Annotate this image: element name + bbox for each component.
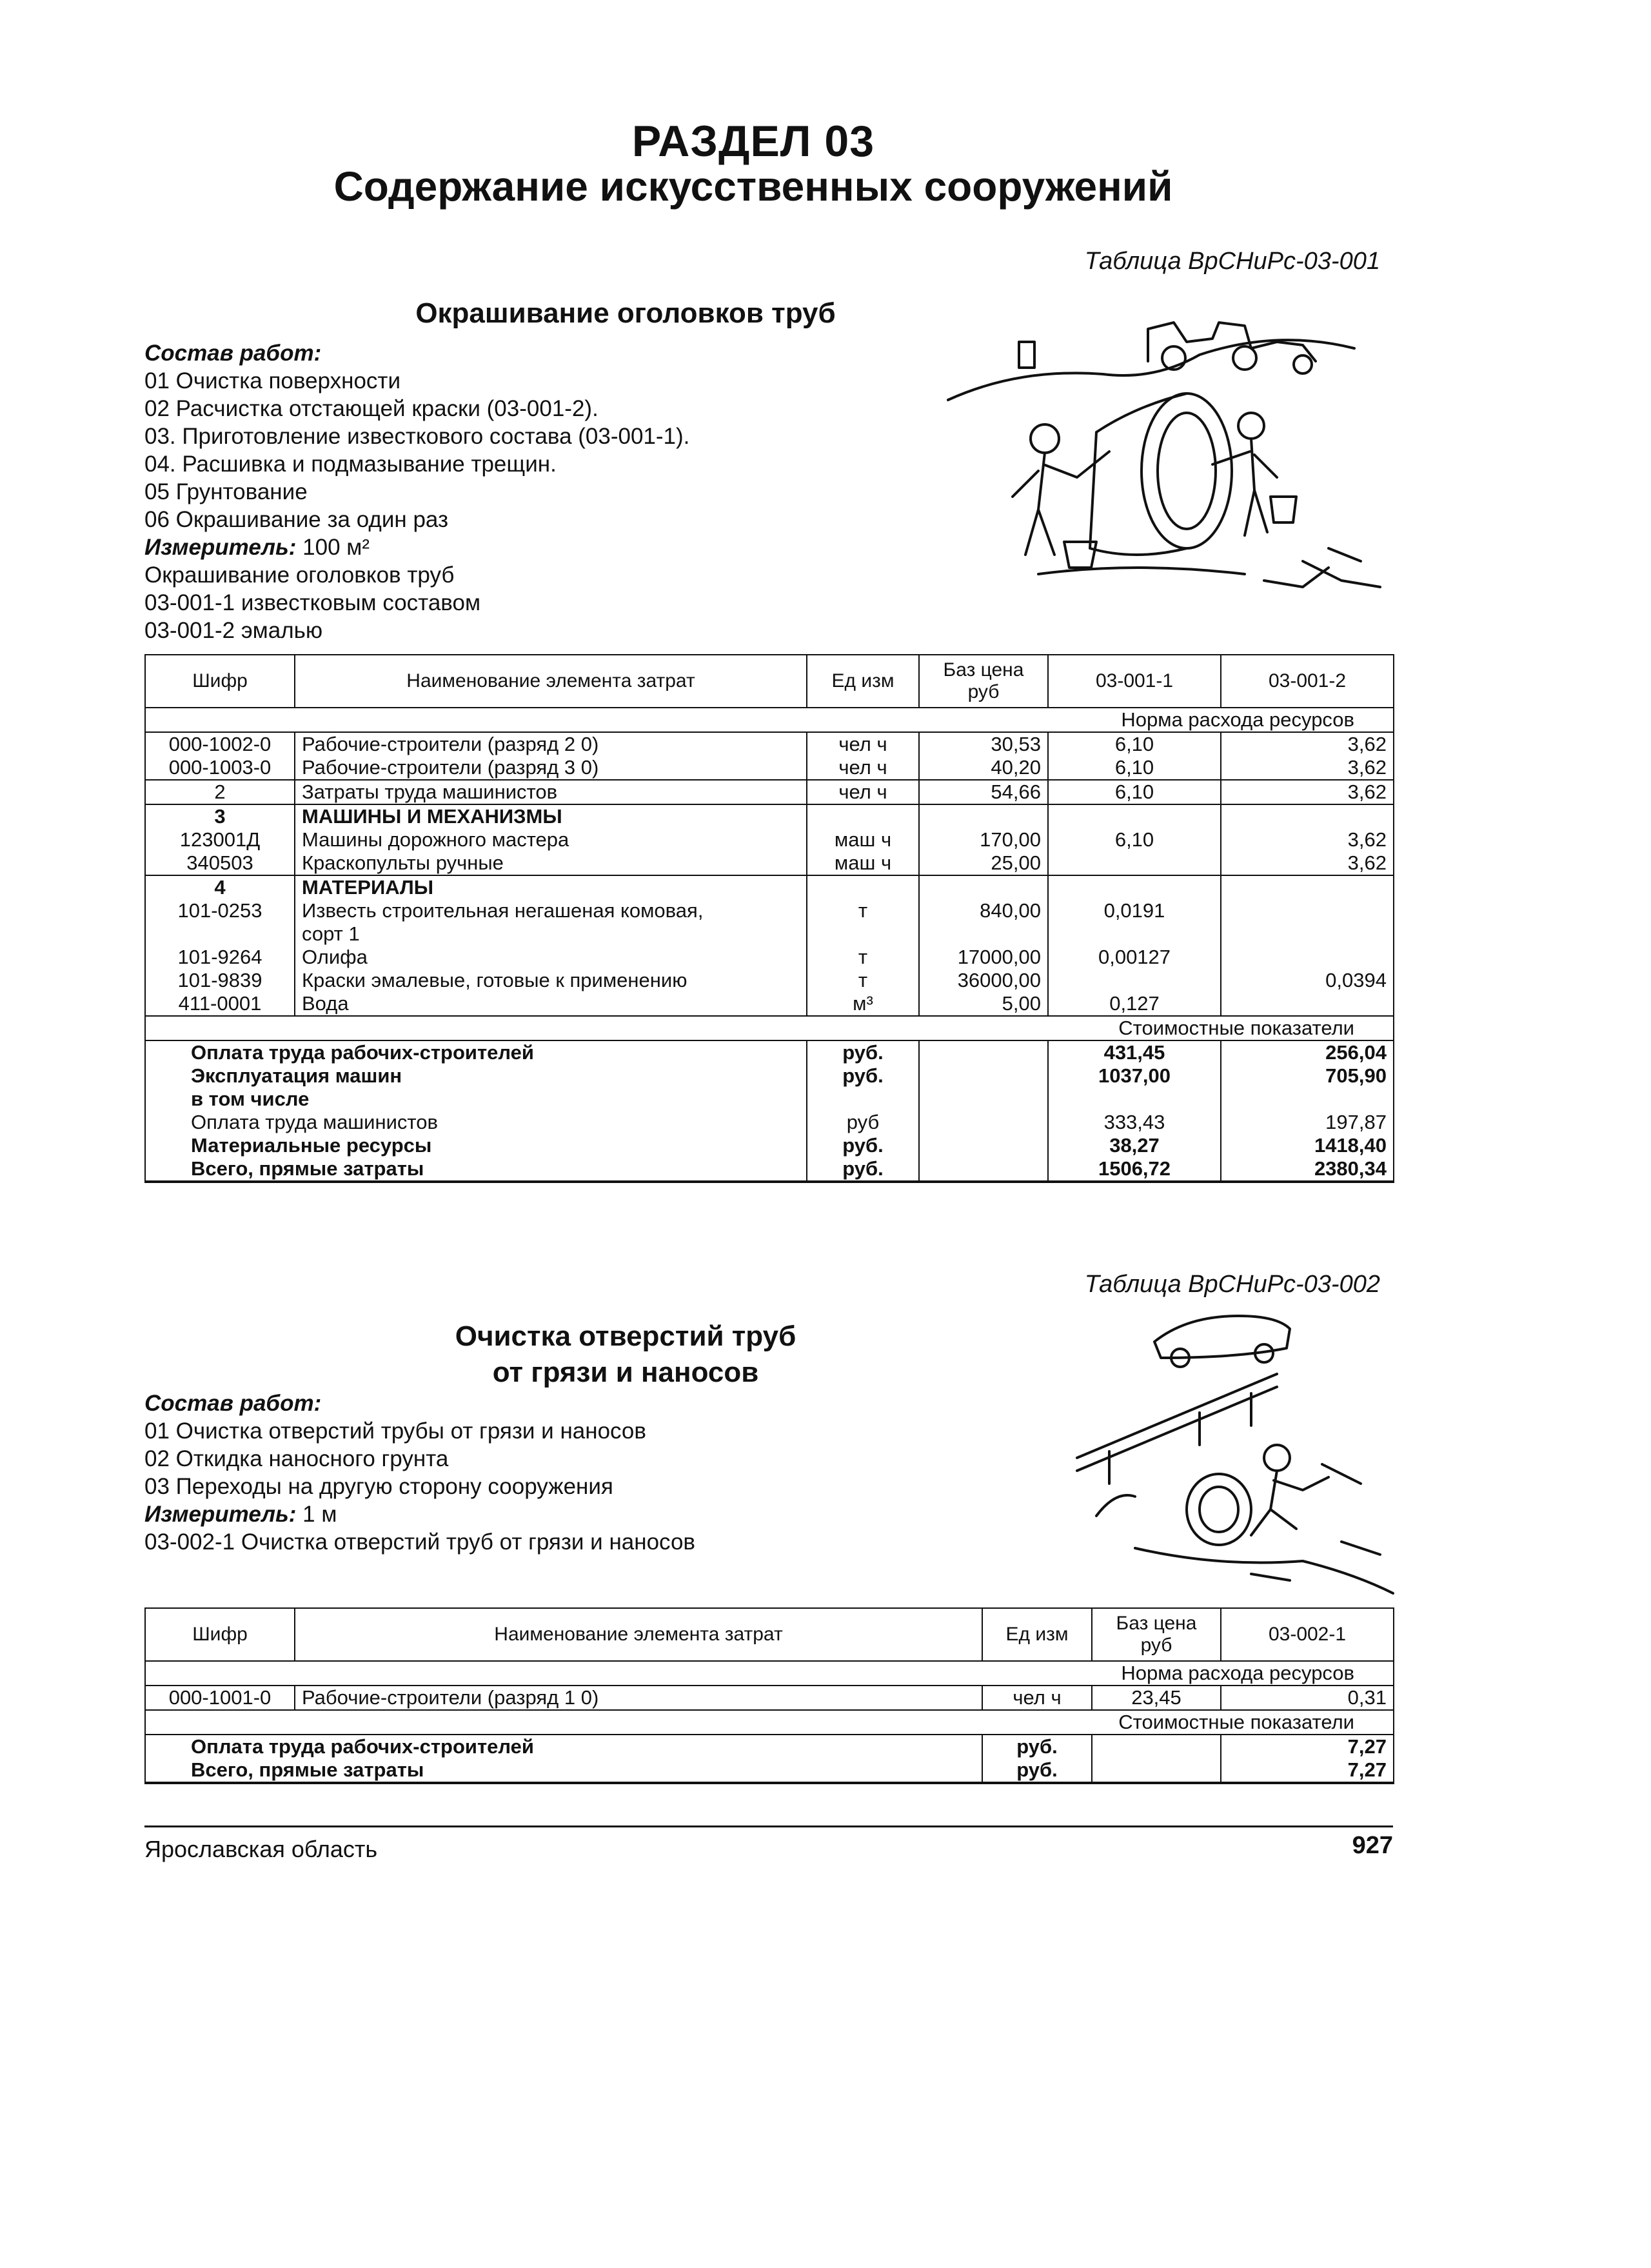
- table-row: [145, 875, 1394, 899]
- row-value-2: 3,62: [1221, 828, 1394, 851]
- row-value-2: 3,62: [1221, 756, 1394, 780]
- work-item: 01 Очистка отверстий трубы от грязи и наносов: [144, 1418, 646, 1444]
- row-code: 101-0253: [145, 899, 295, 922]
- cost-name: Всего, прямые затраты: [191, 1758, 424, 1781]
- norm-caption: Норма расхода ресурсов: [145, 708, 1394, 732]
- header-col1: 03-002-1: [1221, 1608, 1394, 1661]
- cost-name: Оплата труда машинистов: [145, 1111, 807, 1134]
- cost-name: Оплата труда рабочих-строителей: [145, 1040, 807, 1064]
- header-price: Баз цена руб: [1092, 1608, 1221, 1661]
- table-row: [145, 946, 1394, 969]
- row-value-2: [1221, 992, 1394, 1016]
- row-value-2: [1221, 804, 1394, 828]
- cost-value-1: 38,27: [1048, 1134, 1221, 1157]
- row-code: 000-1002-0: [145, 732, 295, 756]
- row-price: [919, 804, 1048, 828]
- table-row: [145, 756, 1394, 780]
- cost-unit: руб.: [807, 1134, 919, 1157]
- row-price: 25,00: [919, 851, 1048, 875]
- table-row: [145, 1686, 1394, 1710]
- work-item: 01 Очистка поверхности: [144, 368, 400, 393]
- cost-value-1: 1506,72: [1048, 1157, 1221, 1182]
- cost-value-2: 2380,34: [1221, 1157, 1394, 1182]
- cost-empty: [919, 1088, 1048, 1111]
- cost-row: [145, 1735, 1394, 1758]
- cost-empty: [919, 1064, 1048, 1088]
- row-name: МАШИНЫ И МЕХАНИЗМЫ: [295, 804, 807, 828]
- table-row: [145, 851, 1394, 875]
- row-value-1: 6,10: [1048, 756, 1221, 780]
- footer-rule: [144, 1825, 1393, 1827]
- work-item: 02 Расчистка отстающей краски (03-001-2).: [144, 396, 598, 421]
- cost-value-2: 705,90: [1221, 1064, 1394, 1088]
- cost-unit: [807, 1088, 919, 1111]
- table2-title-line2: от грязи и наносов: [492, 1357, 759, 1388]
- row-name: сорт 1: [295, 922, 807, 946]
- row-name: Машины дорожного мастера: [295, 828, 807, 851]
- row-value-1: 0,00127: [1048, 946, 1221, 969]
- header-col2: 03-001-2: [1221, 655, 1394, 708]
- cost-unit: руб.: [982, 1758, 1092, 1783]
- cost-value: 7,27: [1221, 1758, 1394, 1783]
- table-row: [145, 899, 1394, 922]
- row-value-1: [1048, 804, 1221, 828]
- row-code: 340503: [145, 851, 295, 875]
- cost-value-1: 1037,00: [1048, 1064, 1221, 1088]
- cost-name: Эксплуатация машин: [145, 1064, 807, 1088]
- row-name: Рабочие-строители (разряд 2 0): [295, 732, 807, 756]
- row-value-2: [1221, 899, 1394, 922]
- norm-caption: Норма расхода ресурсов: [145, 1661, 1394, 1686]
- measure-label: Измеритель:: [144, 535, 297, 560]
- row-price: 36000,00: [919, 969, 1048, 992]
- pipe-cleaning-illustration: [1058, 1297, 1406, 1600]
- cost-caption: Стоимостные показатели: [145, 1016, 1394, 1040]
- row-value-2: [1221, 922, 1394, 946]
- row-value-1: 0,127: [1048, 992, 1221, 1016]
- row-code: 000-1003-0: [145, 756, 295, 780]
- row-unit: чел ч: [982, 1686, 1092, 1710]
- work-item: 04. Расшивка и подмазывание трещин.: [144, 452, 557, 477]
- row-name: Рабочие-строители (разряд 1 0): [295, 1686, 982, 1710]
- row-name: Краскопульты ручные: [295, 851, 807, 875]
- row-name: Затраты труда машинистов: [295, 780, 807, 804]
- cost-value: 7,27: [1221, 1735, 1394, 1758]
- table2-title: [271, 1318, 980, 1391]
- table-row: [145, 780, 1394, 804]
- work-item: 02 Откидка наносного грунта: [144, 1446, 449, 1471]
- work-composition-2: [144, 1389, 695, 1556]
- resource-table-1: [144, 654, 1394, 1183]
- work-item: 05 Грунтование: [144, 479, 308, 504]
- desc-line: 03-001-2 эмалью: [144, 618, 323, 643]
- measure-line: [144, 533, 689, 561]
- cost-row: [145, 1111, 1394, 1134]
- row-price: [919, 922, 1048, 946]
- pipe-painting-illustration: [942, 303, 1406, 606]
- resource-table-2: [144, 1607, 1394, 1784]
- row-price: 23,45: [1092, 1686, 1221, 1710]
- row-code: 3: [145, 804, 295, 828]
- row-code: 411-0001: [145, 992, 295, 1016]
- table2-title-line1: Очистка отверстий труб: [455, 1320, 796, 1352]
- row-name: Вода: [295, 992, 807, 1016]
- cost-empty: [919, 1111, 1048, 1134]
- row-unit: [807, 922, 919, 946]
- cost-name: в том числе: [145, 1088, 807, 1111]
- cost-caption: Стоимостные показатели: [145, 1710, 1394, 1735]
- row-value-2: [1221, 875, 1394, 899]
- measure-label: Измеритель:: [144, 1502, 297, 1527]
- measure-value: 1 м: [296, 1502, 337, 1527]
- row-price: 17000,00: [919, 946, 1048, 969]
- row-price: 5,00: [919, 992, 1048, 1016]
- row-price: 170,00: [919, 828, 1048, 851]
- row-name: Рабочие-строители (разряд 3 0): [295, 756, 807, 780]
- desc-line: 03-001-1 известковым составом: [144, 590, 481, 615]
- row-unit: чел ч: [807, 732, 919, 756]
- cost-unit: руб: [807, 1111, 919, 1134]
- row-value-2: 0,0394: [1221, 969, 1394, 992]
- row-unit: чел ч: [807, 780, 919, 804]
- cost-name: Материальные ресурсы: [145, 1134, 807, 1157]
- header-name: Наименование элемента затрат: [295, 1608, 982, 1661]
- cost-empty: [1092, 1758, 1221, 1783]
- header-unit: Ед изм: [982, 1608, 1092, 1661]
- row-unit: т: [807, 946, 919, 969]
- section-title: Содержание искусственных сооружений: [333, 163, 1173, 210]
- row-price: 30,53: [919, 732, 1048, 756]
- cost-empty: [919, 1040, 1048, 1064]
- cost-row: [145, 1064, 1394, 1088]
- row-value-1: [1048, 969, 1221, 992]
- row-value-1: 0,0191: [1048, 899, 1221, 922]
- table-row: [145, 969, 1394, 992]
- row-value-2: 3,62: [1221, 732, 1394, 756]
- cost-value-1: 431,45: [1048, 1040, 1221, 1064]
- work-item: 03 Переходы на другую сторону сооружения: [144, 1474, 613, 1499]
- work-label: Состав работ:: [144, 341, 322, 366]
- section-number: РАЗДЕЛ 03: [631, 117, 875, 166]
- work-composition-1: [144, 339, 689, 644]
- table-row: [145, 804, 1394, 828]
- cost-empty: [919, 1157, 1048, 1182]
- cost-row: [145, 1157, 1394, 1182]
- row-value-1: [1048, 875, 1221, 899]
- table-reference-2: Таблица ВрСНиРс-03-002: [1084, 1271, 1380, 1298]
- row-price: [919, 875, 1048, 899]
- cost-row: [145, 1134, 1394, 1157]
- row-name: МАТЕРИАЛЫ: [295, 875, 807, 899]
- row-value-1: 6,10: [1048, 828, 1221, 851]
- row-unit: т: [807, 899, 919, 922]
- cost-row: [145, 1758, 1394, 1783]
- row-value-1: 6,10: [1048, 732, 1221, 756]
- table-row: [145, 922, 1394, 946]
- table-row: [145, 732, 1394, 756]
- row-unit: [807, 875, 919, 899]
- row-price: 840,00: [919, 899, 1048, 922]
- row-unit: [807, 804, 919, 828]
- row-code: 4: [145, 875, 295, 899]
- row-name: Краски эмалевые, готовые к применению: [295, 969, 807, 992]
- row-code: 101-9839: [145, 969, 295, 992]
- work-item: 03. Приготовление известкового состава (03-001-1).: [144, 424, 690, 449]
- row-value-2: [1221, 946, 1394, 969]
- row-code: [145, 922, 295, 946]
- cost-row: [145, 1040, 1394, 1064]
- cost-value-2: [1221, 1088, 1394, 1111]
- header-price: Баз цена руб: [919, 655, 1048, 708]
- table-row: [145, 992, 1394, 1016]
- row-value-1: [1048, 851, 1221, 875]
- cost-row: [145, 1088, 1394, 1111]
- row-value-2: 3,62: [1221, 780, 1394, 804]
- page-number: 927: [1352, 1832, 1393, 1859]
- measure-line: [144, 1500, 695, 1528]
- cost-unit: руб.: [982, 1735, 1092, 1758]
- row-code: 101-9264: [145, 946, 295, 969]
- header-code: Шифр: [145, 1608, 295, 1661]
- table-reference-1: Таблица ВрСНиРс-03-001: [1084, 248, 1380, 275]
- row-code: 123001Д: [145, 828, 295, 851]
- desc-line: 03-002-1 Очистка отверстий труб от грязи и наносов: [144, 1529, 695, 1555]
- cost-name: Оплата труда рабочих-строителей: [191, 1735, 534, 1758]
- row-name: Известь строительная негашеная комовая,: [295, 899, 807, 922]
- work-label: Состав работ:: [144, 1391, 322, 1416]
- row-value-2: 3,62: [1221, 851, 1394, 875]
- row-value-1: [1048, 922, 1221, 946]
- cost-value-2: 1418,40: [1221, 1134, 1394, 1157]
- row-price: 40,20: [919, 756, 1048, 780]
- cost-value-2: 197,87: [1221, 1111, 1394, 1134]
- row-price: 54,66: [919, 780, 1048, 804]
- cost-unit: руб.: [807, 1040, 919, 1064]
- cost-unit: руб.: [807, 1064, 919, 1088]
- header-code: Шифр: [145, 655, 295, 708]
- table1-title: Окрашивание оголовков труб: [415, 297, 836, 329]
- row-code: 000-1001-0: [145, 1686, 295, 1710]
- row-unit: т: [807, 969, 919, 992]
- header-col1: 03-001-1: [1048, 655, 1221, 708]
- row-value-1: 6,10: [1048, 780, 1221, 804]
- cost-name: Всего, прямые затраты: [145, 1157, 807, 1182]
- cost-empty: [919, 1134, 1048, 1157]
- cost-value-2: 256,04: [1221, 1040, 1394, 1064]
- cost-value-1: 333,43: [1048, 1111, 1221, 1134]
- cost-value-1: [1048, 1088, 1221, 1111]
- row-unit: маш ч: [807, 851, 919, 875]
- row-unit: чел ч: [807, 756, 919, 780]
- cost-empty: [1092, 1735, 1221, 1758]
- table-row: [145, 828, 1394, 851]
- header-unit: Ед изм: [807, 655, 919, 708]
- header-name: Наименование элемента затрат: [295, 655, 807, 708]
- row-value: 0,31: [1221, 1686, 1394, 1710]
- row-unit: маш ч: [807, 828, 919, 851]
- cost-unit: руб.: [807, 1157, 919, 1182]
- row-code: 2: [145, 780, 295, 804]
- footer-region: Ярославская область: [144, 1836, 378, 1862]
- row-unit: м³: [807, 992, 919, 1016]
- work-item: 06 Окрашивание за один раз: [144, 507, 449, 532]
- measure-value: 100 м²: [296, 535, 370, 560]
- desc-line: Окрашивание оголовков труб: [144, 562, 455, 588]
- row-name: Олифа: [295, 946, 807, 969]
